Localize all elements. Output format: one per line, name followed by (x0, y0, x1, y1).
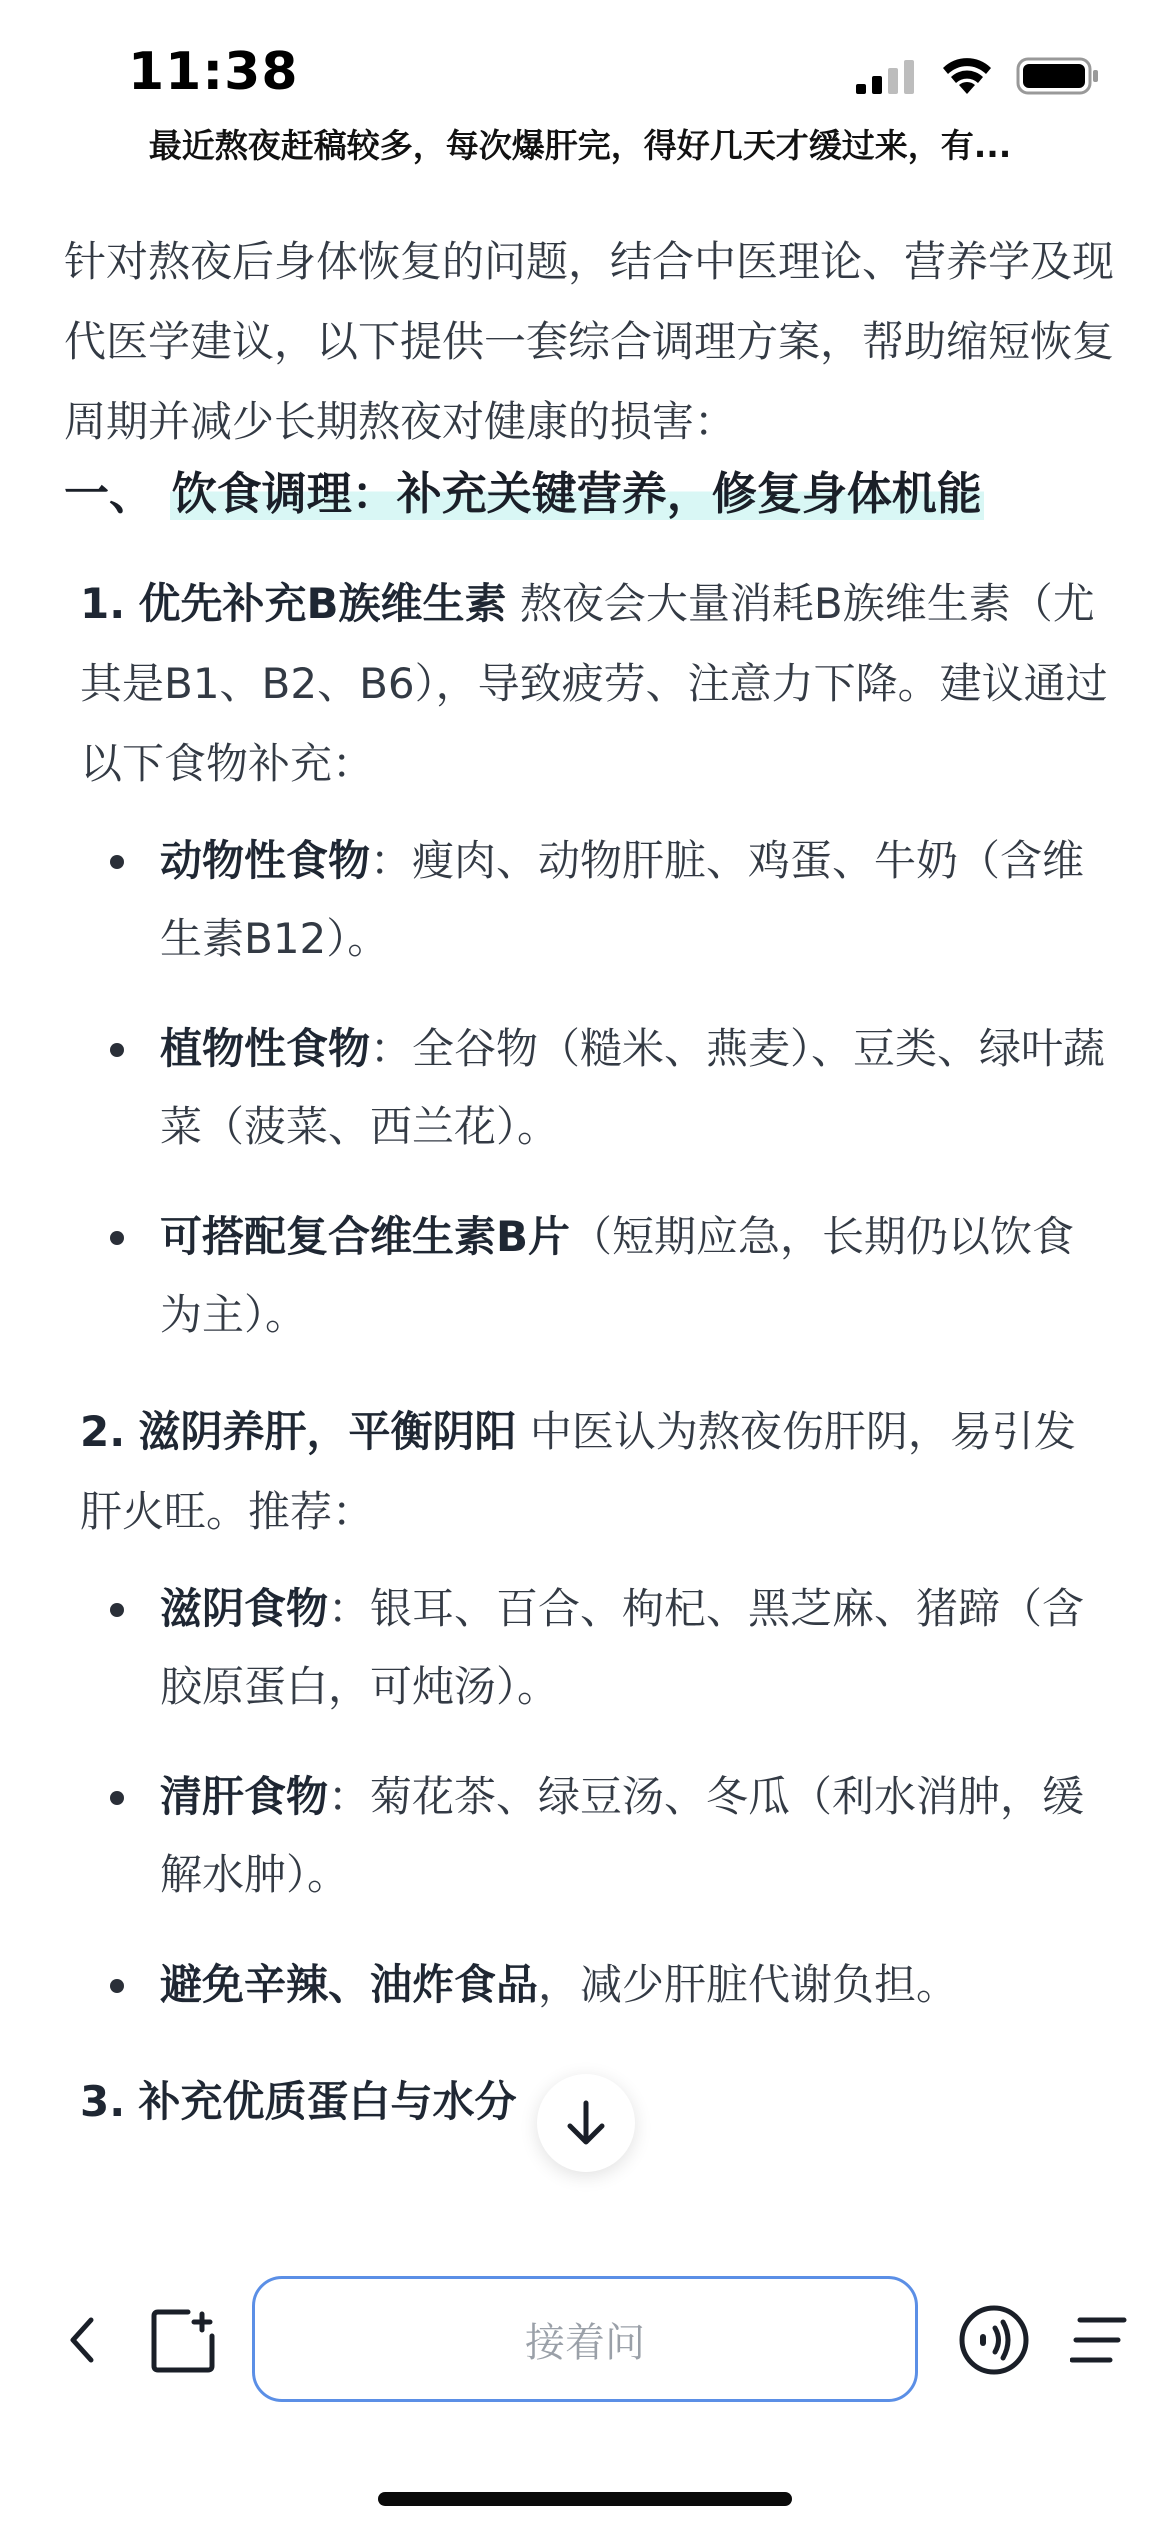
wifi-icon (940, 56, 994, 96)
bullet-text: ：瘦肉、动物肝脏、鸡蛋、牛奶（含维生素B12）。 (160, 836, 1085, 963)
bullet-dot-icon (110, 1231, 124, 1245)
bullet-text: （短期应急，长期仍以饮食为主）。 (160, 1212, 1075, 1339)
bottom-toolbar (0, 2270, 1170, 2410)
bullet-item (64, 1946, 1114, 2024)
item-title: 补充优质蛋白与水分 (138, 2077, 517, 2126)
bullet-item (64, 1010, 1114, 1166)
section-heading (64, 462, 1114, 526)
section-prefix: 一、 (64, 467, 155, 520)
list-item (64, 1392, 1114, 1552)
bullet-text: ，减少肝脏代谢负担。 (538, 1960, 959, 2009)
item-title: 滋阴养肝，平衡阴阳 (138, 1407, 517, 1456)
bullet-bold: 动物性食物 (160, 836, 371, 885)
bullet-dot-icon (110, 1603, 124, 1617)
arrow-down-icon (564, 2099, 608, 2147)
bullet-dot-icon (110, 1043, 124, 1057)
item-title: 优先补充B族维生素 (138, 579, 507, 628)
item-number: 3. (80, 2077, 126, 2126)
status-bar (0, 0, 1170, 140)
bullet-item (64, 822, 1114, 978)
bullet-item (64, 1758, 1114, 1914)
list-item (64, 564, 1114, 804)
chevron-left-icon (67, 2316, 97, 2364)
item-number: 1. (80, 579, 126, 628)
bullet-list (64, 1570, 1114, 2024)
follow-up-input[interactable] (252, 2276, 918, 2402)
new-chat-button[interactable] (148, 2306, 218, 2376)
item-number: 2. (80, 1407, 126, 1456)
voice-icon (958, 2304, 1030, 2376)
battery-icon (1016, 56, 1100, 96)
bullet-bold: 可搭配复合维生素B片 (160, 1212, 571, 1261)
home-indicator (378, 2492, 792, 2506)
bullet-dot-icon (110, 1979, 124, 1993)
bullet-item (64, 1570, 1114, 1726)
bullet-dot-icon (110, 1791, 124, 1805)
bullet-bold: 滋阴食物 (160, 1584, 329, 1633)
back-button[interactable] (52, 2310, 112, 2370)
scroll-to-bottom-button[interactable] (537, 2074, 635, 2172)
item-text: 熬夜会大量消耗B族维生素（尤其是B1、B2、B6），导致疲劳、注意力下降。建议通过以下食物补充： (80, 579, 1108, 788)
voice-call-button[interactable] (958, 2304, 1030, 2376)
answer-content (64, 222, 1114, 2232)
bullet-bold: 避免辛辣、油炸食品 (160, 1960, 539, 2009)
menu-button[interactable] (1070, 2310, 1130, 2370)
section-title: 饮食调理：补充关键营养，修复身体机能 (171, 467, 982, 520)
conversation-title: 最近熬夜赶稿较多，每次爆肝完，得好几天才缓过来，有... (148, 126, 1012, 165)
cellular-signal-icon (856, 58, 918, 94)
bullet-bold: 植物性食物 (160, 1024, 371, 1073)
bullet-text: ：菊花茶、绿豆汤、冬瓜（利水消肿，缓解水肿）。 (160, 1772, 1085, 1899)
status-time: 11:38 (128, 42, 299, 102)
bullet-text: ：银耳、百合、枸杞、黑芝麻、猪蹄（含胶原蛋白，可炖汤）。 (160, 1584, 1085, 1711)
follow-up-placeholder: 接着问 (525, 2319, 645, 2366)
bullet-bold: 清肝食物 (160, 1772, 329, 1821)
intro-paragraph: 针对熬夜后身体恢复的问题，结合中医理论、营养学及现代医学建议，以下提供一套综合调理方案，帮助缩短恢复周期并减少长期熬夜对健康的损害： (64, 237, 1114, 446)
bullet-text: ：全谷物（糙米、燕麦）、豆类、绿叶蔬菜（菠菜、西兰花）。 (160, 1024, 1106, 1151)
item-text: 中医认为熬夜伤肝阴，易引发肝火旺。推荐： (80, 1407, 1076, 1536)
new-chat-icon (148, 2306, 218, 2376)
status-icons (856, 56, 1100, 96)
menu-lines-icon (1070, 2310, 1130, 2370)
bullet-dot-icon (110, 855, 124, 869)
bullet-item (64, 1198, 1114, 1354)
bullet-list (64, 822, 1114, 1354)
